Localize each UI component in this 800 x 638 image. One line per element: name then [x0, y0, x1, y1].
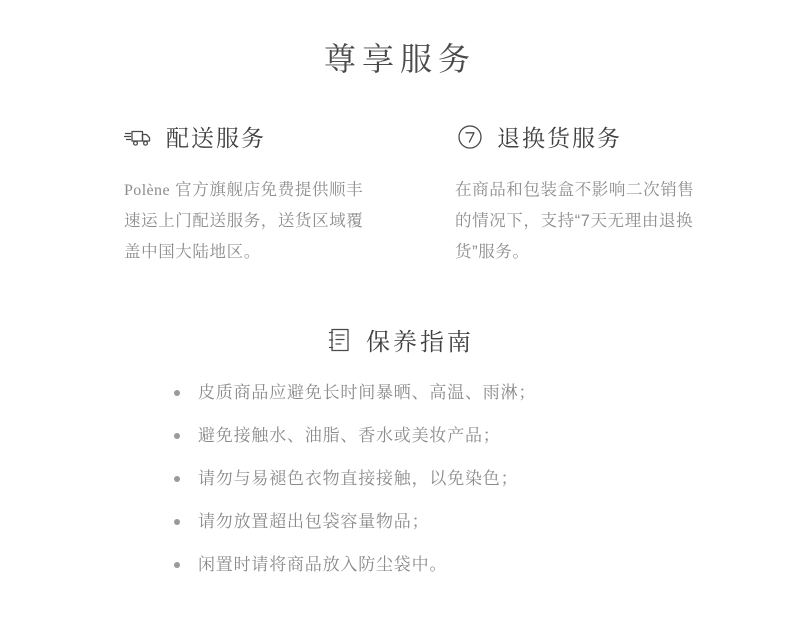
- list-item: [172, 512, 800, 532]
- delivery-service-text-rest: 官方旗舰店免费提供顺丰速运上门配送服务，送货区域覆盖中国大陆地区。: [124, 181, 364, 261]
- list-item-text: 请勿与易褪色衣物直接接触，以免染色；: [198, 469, 519, 488]
- list-item: [172, 555, 800, 575]
- list-item-text: 皮质商品应避免长时间暴晒、高温、雨淋；: [198, 383, 537, 402]
- bullet-icon: [174, 390, 180, 396]
- page-title: 尊享服务: [323, 41, 476, 77]
- return-service-heading: [455, 120, 702, 153]
- list-item: [172, 469, 800, 489]
- document-list-icon: [326, 326, 354, 354]
- bullet-icon: [174, 519, 180, 525]
- care-guide-heading: [0, 322, 800, 357]
- care-guide-list: [0, 383, 800, 575]
- return-service-text: 在商品和包装盒不影响二次销售的情况下，支持“7天无理由退换货”服务。: [455, 181, 695, 261]
- return-service-block: [407, 120, 702, 268]
- delivery-service-block: [112, 120, 407, 268]
- delivery-service-heading: [124, 120, 407, 153]
- bullet-icon: [174, 562, 180, 568]
- list-item-text: 请勿放置超出包袋容量物品；: [198, 512, 430, 531]
- delivery-service-title: 配送服务: [166, 125, 266, 151]
- return-service-title: 退换货服务: [497, 125, 622, 151]
- list-item: [172, 426, 800, 446]
- bullet-icon: [174, 433, 180, 439]
- seven-day-return-icon: [455, 122, 485, 152]
- delivery-truck-icon: [124, 122, 154, 152]
- list-item-text: 闲置时请将商品放入防尘袋中。: [198, 555, 448, 574]
- list-item-text: 避免接触水、油脂、香水或美妆产品；: [198, 426, 501, 445]
- bullet-icon: [174, 476, 180, 482]
- list-item: [172, 383, 800, 403]
- care-guide-block: [0, 322, 800, 575]
- services-row: [0, 120, 800, 268]
- delivery-service-text: Polène 官方旗舰店免费提供顺丰速运上门配送服务，送货区域覆盖中国大陆地区。: [124, 181, 364, 261]
- care-guide-title: 保养指南: [366, 329, 474, 356]
